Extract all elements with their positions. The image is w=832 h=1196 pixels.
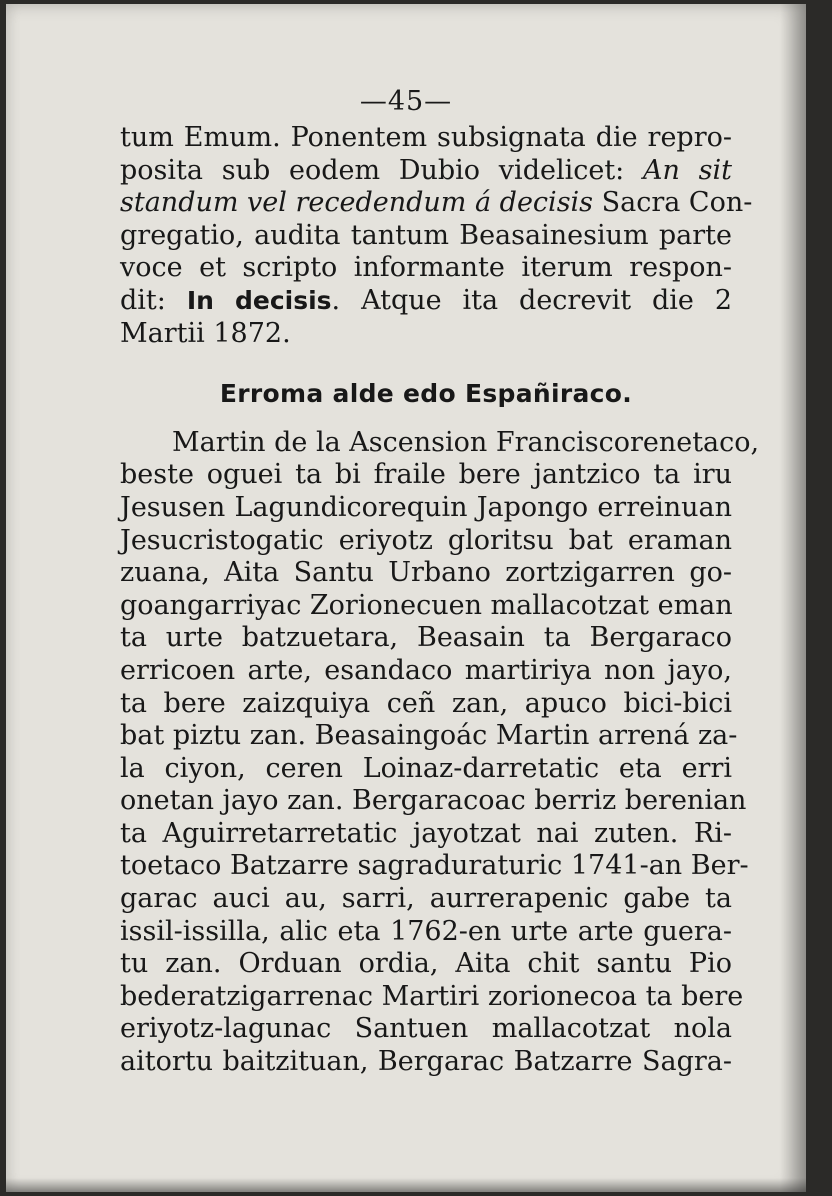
text-segment: Sacra Con- xyxy=(593,187,753,219)
text-line: issil-issilla, alic eta 1762-en urte arte guera- xyxy=(120,915,732,947)
bold-segment: In decisis xyxy=(186,285,332,315)
text-line: tu zan. Orduan ordia, Aita chit santu Pio xyxy=(120,948,732,980)
text-line xyxy=(120,122,732,155)
text-line: zuana, Aita Santu Urbano zortzigarren go- xyxy=(120,557,732,589)
text-line: goangarriyac Zorionecuen mallacotzat eman xyxy=(120,589,733,621)
paragraph-1 xyxy=(120,122,753,350)
text-line: Jesucristogatic eriyotz gloritsu bat eraman xyxy=(120,524,732,556)
text-line: ta bere zaizquiya ceñ zan, apuco bici-bici xyxy=(120,687,732,719)
text-line: onetan jayo zan. Bergaracoac berriz berenian xyxy=(120,785,747,817)
text-line: eriyotz-lagunac Santuen mallacotzat nola xyxy=(120,1013,732,1045)
text-line: toetaco Batzarre sagraduraturic 1741-an Ber- xyxy=(120,850,749,882)
section-heading: Erroma alde edo Españiraco. xyxy=(219,379,633,409)
text-segment: gregatio, audita tantum Beasainesium parte xyxy=(120,219,732,251)
text-line: bederatzigarrenac Martiri zorionecoa ta bere xyxy=(120,980,744,1012)
paragraph-2 xyxy=(120,426,760,1079)
text-line: Jesusen Lagundicorequin Japongo erreinuan xyxy=(120,491,732,523)
text-segment: posita sub eodem Dubio videlicet: xyxy=(120,154,644,186)
text-segment: voce et scripto informante iterum respon- xyxy=(120,252,732,284)
text-segment: tum Emum. Ponentem subsignata die repro- xyxy=(120,122,732,153)
page-bottom-shadow xyxy=(6,1178,806,1192)
italic-segment: An sit xyxy=(643,154,733,186)
text-segment: . Atque ita decrevit die 2 xyxy=(331,284,733,316)
text-line: erricoen arte, esandaco martiriya non jayo, xyxy=(120,654,732,686)
text-line xyxy=(120,285,732,318)
text-line xyxy=(120,187,753,220)
text-line xyxy=(120,252,732,285)
italic-segment: standum vel recedendum á decisis xyxy=(120,187,594,219)
text-line: ta urte batzuetara, Beasain ta Bergaraco xyxy=(120,622,732,654)
text-line: Martin de la Ascension Franciscorenetaco, xyxy=(172,426,760,458)
text-line: ta Aguirretarretatic jayotzat nai zuten. Ri- xyxy=(120,817,732,849)
text-line: garac auci au, sarri, aurrerapenic gabe ta xyxy=(120,883,732,915)
text-line: beste oguei ta bi fraile bere jantzico ta iru xyxy=(120,459,732,491)
text-line: bat piztu zan. Beasaingoác Martin arrená za- xyxy=(120,720,738,752)
text-line: la ciyon, ceren Loinaz-darretatic eta erri xyxy=(120,752,732,784)
text-line: aitortu baitzituan, Bergarac Batzarre Sagra- xyxy=(120,1046,732,1078)
text-line xyxy=(120,220,732,253)
page-number: —45— xyxy=(359,86,453,117)
text-line xyxy=(120,155,732,188)
text-line xyxy=(120,318,732,351)
body-text xyxy=(120,122,760,1079)
book-page xyxy=(6,4,806,1192)
text-segment: dit: xyxy=(120,284,187,316)
page-edge-shadow xyxy=(780,4,806,1192)
text-segment: Martii 1872. xyxy=(120,317,291,349)
